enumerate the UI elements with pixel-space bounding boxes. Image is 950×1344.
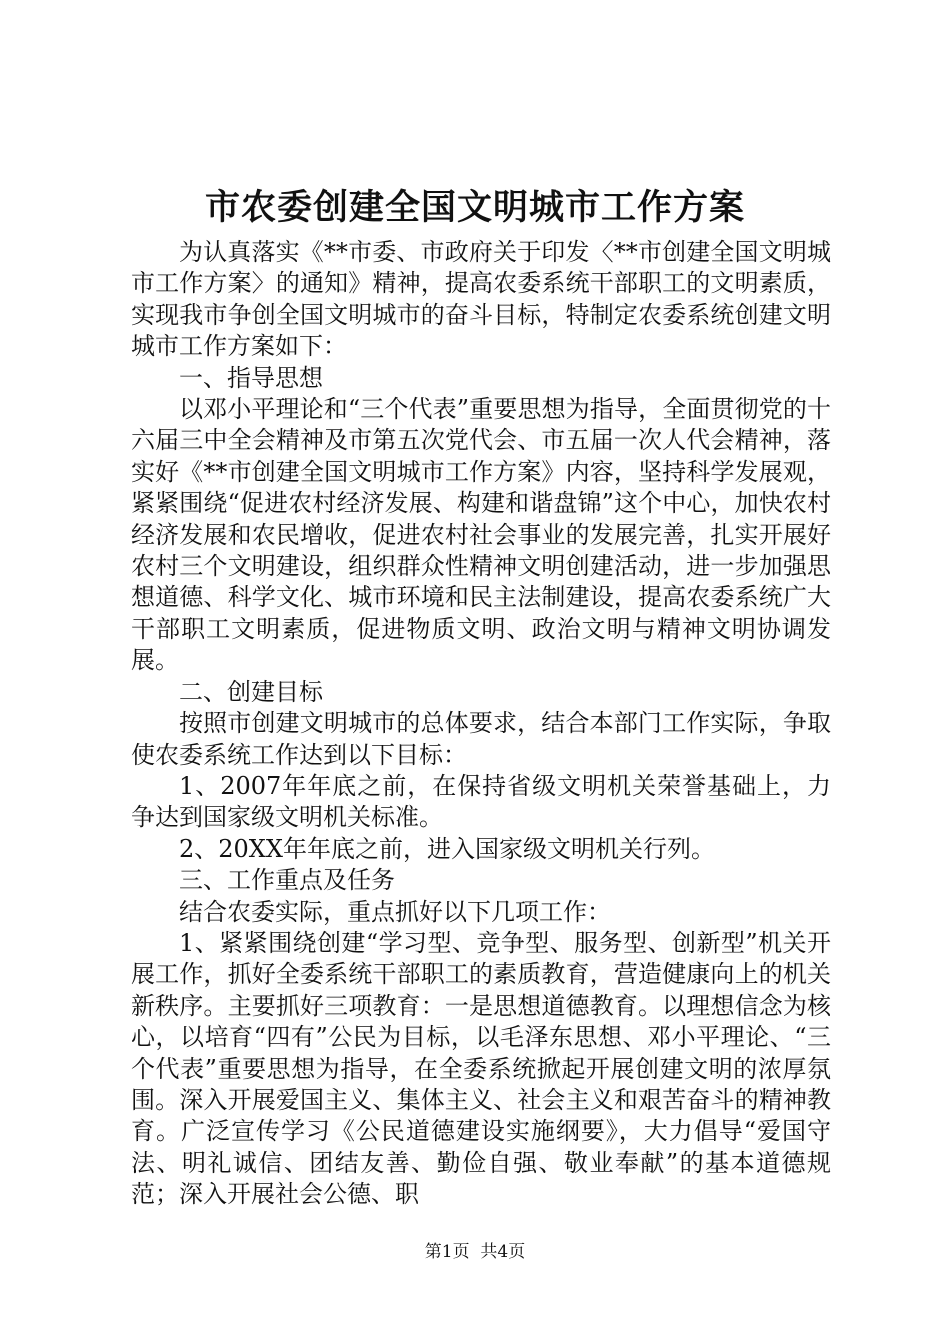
intro-paragraph: 为认真落实《**市委、市政府关于印发〈**市创建全国文明城市工作方案〉的通知》精神，提高农委系统干部职工的文明素质，实现我市争创全国文明城市的奋斗目标，特制定农委系统创建文明城市工作方案如下： — [131, 238, 831, 361]
section-heading-guiding-ideology: 一、指导思想 — [179, 363, 323, 392]
key-task-item-1: 1、紧紧围绕创建“学习型、竞争型、服务型、创新型”机关开展工作，抓好全委系统干部职工的素质教育，营造健康向上的机关新秩序。主要抓好三项教育：一是思想道德教育。以理想信念为核心，以培育“四有”公民为目标，以毛泽东思想、邓小平理论、“三个代表”重要思想为指导，在全委系统掀起开展创建文明的浓厚氛围。深入开展爱国主义、集体主义、社会主义和艰苦奋斗的精神教育。广泛宣传学习《公民道德建设实施纲要》，大力倡导“爱国守法、明礼诚信、团结友善、勤俭自强、敬业奉献”的基本道德规范；深入开展社会公德、职 — [131, 928, 831, 1209]
section-heading-goals: 二、创建目标 — [179, 677, 323, 706]
goals-intro-paragraph: 按照市创建文明城市的总体要求，结合本部门工作实际，争取使农委系统工作达到以下目标： — [131, 709, 831, 769]
page-footer — [0, 1240, 950, 1264]
document-body — [131, 237, 831, 1211]
page-number-label: 第1页 共4页 — [424, 1242, 526, 1262]
document-title: 市农委创建全国文明城市工作方案 — [204, 187, 745, 228]
key-tasks-intro-paragraph: 结合农委实际，重点抓好以下几项工作： — [179, 897, 611, 926]
goal-item-2: 2、20XX年年底之前，进入国家级文明机关行列。 — [179, 834, 715, 863]
guiding-ideology-paragraph: 以邓小平理论和“三个代表”重要思想为指导，全面贯彻党的十六届三中全会精神及市第五次党代会、市五届一次人代会精神，落实好《**市创建全国文明城市工作方案》内容，坚持科学发展观，紧紧围绕“促进农村经济发展、构建和谐盘锦”这个中心，加快农村经济发展和农民增收，促进农村社会事业的发展完善，扎实开展好农村三个文明建设，组织群众性精神文明创建活动，进一步加强思想道德、科学文化、城市环境和民主法制建设，提高农委系统广大干部职工文明素质，促进物质文明、政治文明与精神文明协调发展。 — [131, 395, 831, 675]
section-heading-key-tasks: 三、工作重点及任务 — [179, 866, 395, 895]
goal-item-1: 1、2007年年底之前，在保持省级文明机关荣誉基础上，力争达到国家级文明机关标准。 — [131, 771, 831, 832]
